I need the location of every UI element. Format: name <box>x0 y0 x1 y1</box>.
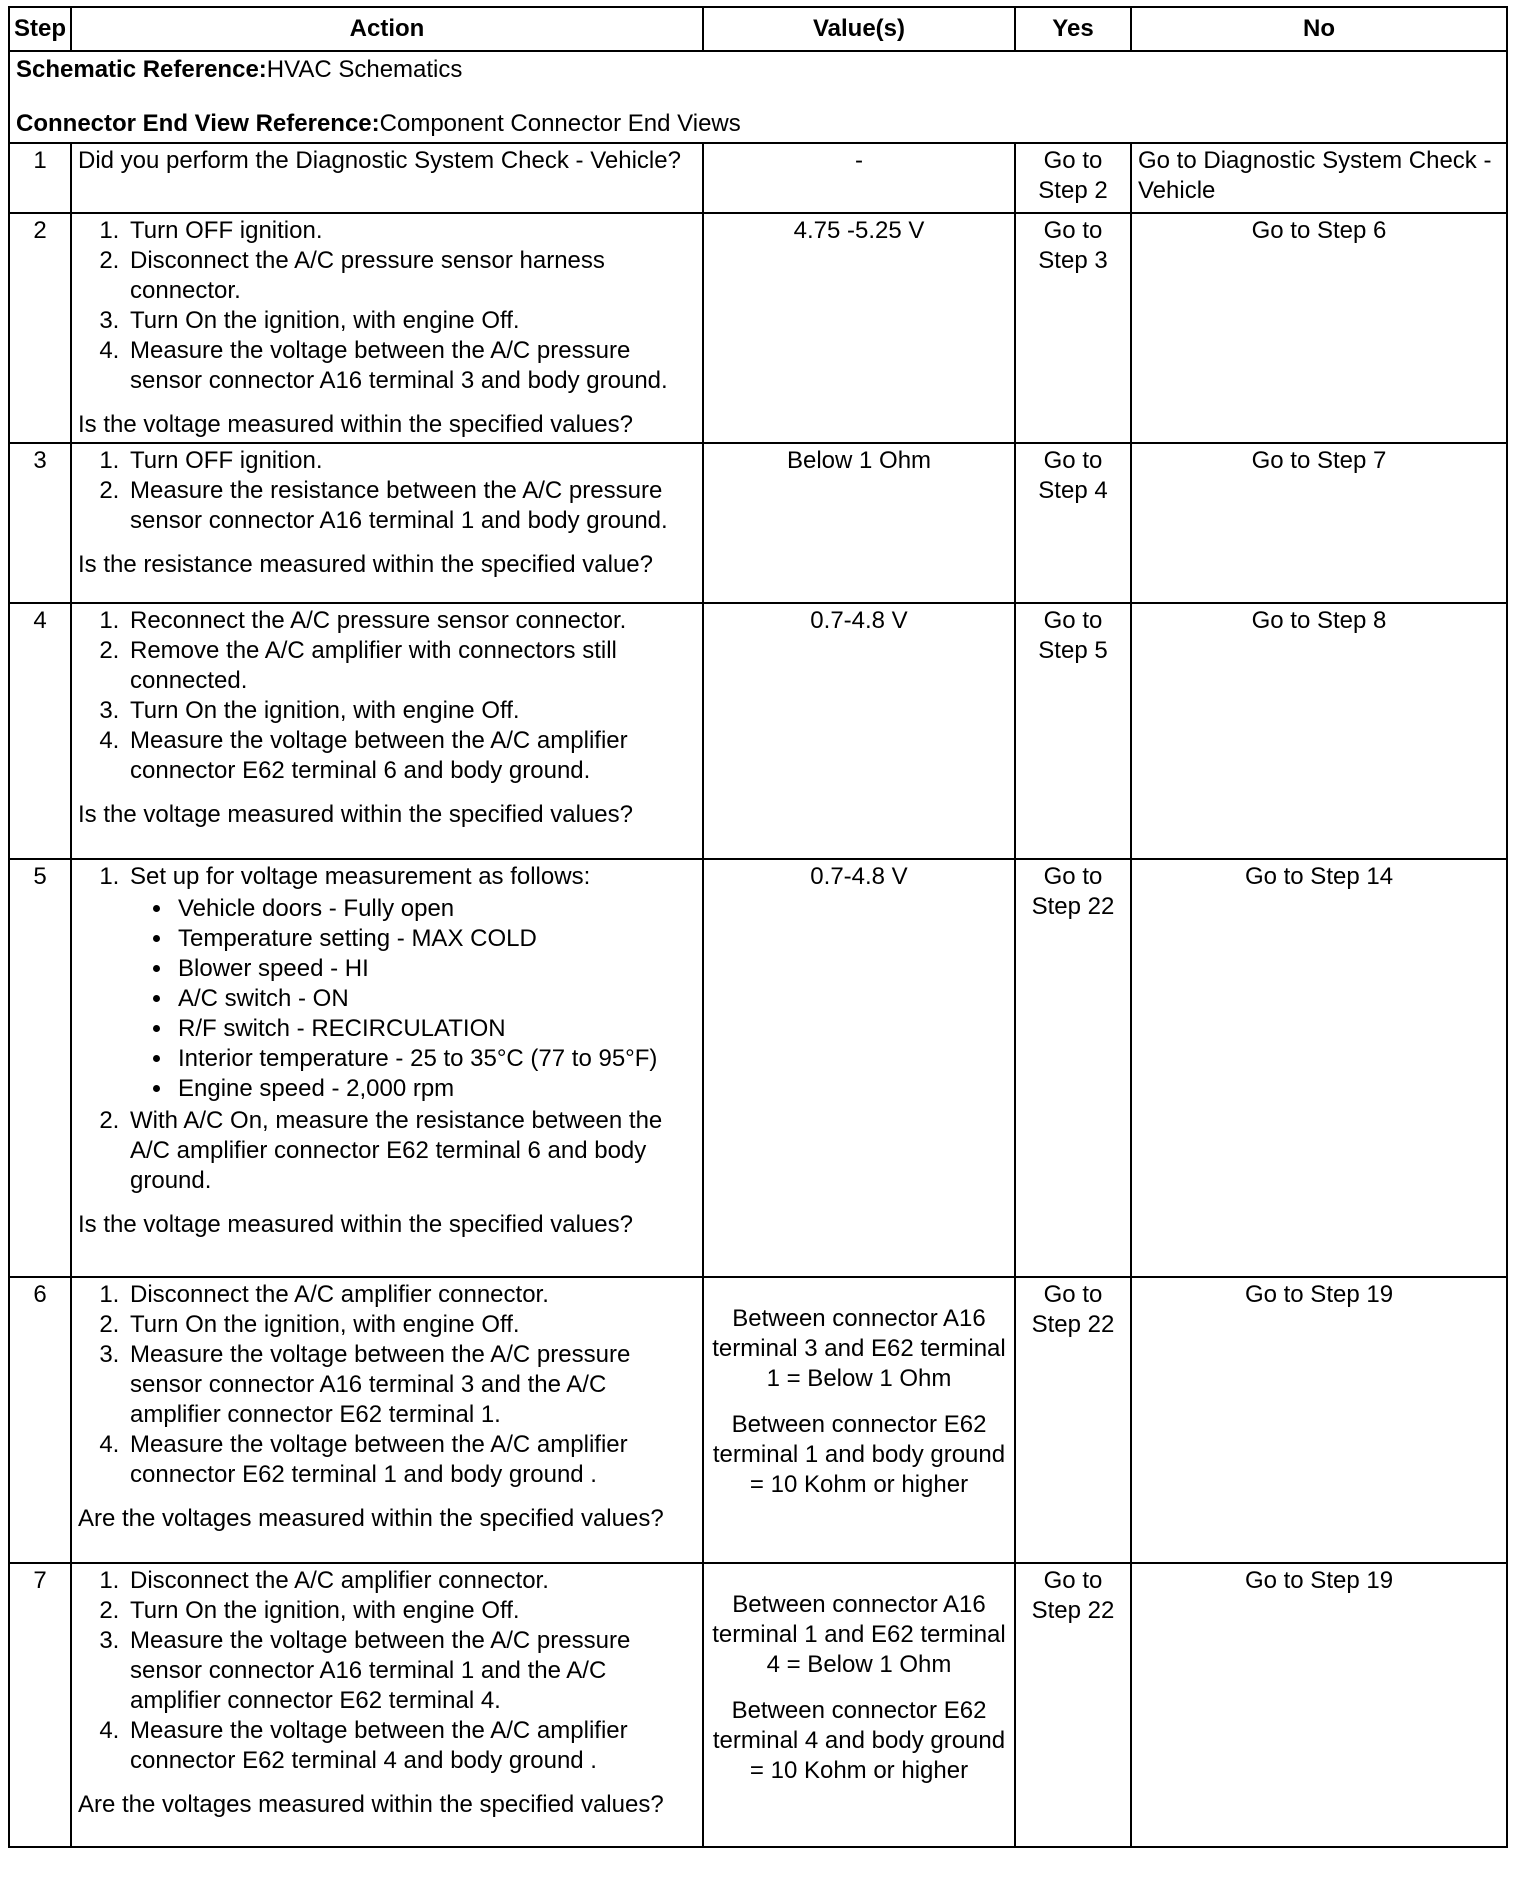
references-cell <box>9 51 1507 143</box>
header-no: No <box>1131 7 1507 51</box>
action-question: Is the voltage measured within the specified values? <box>78 801 633 828</box>
header-step: Step <box>9 7 71 51</box>
value-text: Between connector A16 terminal 1 and E62 terminal 4 = Below 1 Ohm <box>712 1591 1006 1678</box>
bullet-item: • A/C switch - ON <box>174 984 696 1014</box>
diagnostic-table <box>8 6 1508 1848</box>
step-number: 3 <box>9 443 71 603</box>
step-number: 5 <box>9 859 71 1277</box>
header-values: Value(s) <box>703 7 1015 51</box>
list-item: 3. Turn On the ignition, with engine Off. <box>126 696 696 726</box>
action-cell <box>71 603 703 859</box>
action-list <box>78 216 696 396</box>
list-item: 1. Reconnect the A/C pressure sensor connector. <box>126 606 696 636</box>
list-item: 1. Disconnect the A/C amplifier connector. <box>126 1280 696 1310</box>
list-item: 1. Turn OFF ignition. <box>126 446 696 476</box>
header-yes: Yes <box>1015 7 1131 51</box>
value-text: Between connector A16 terminal 3 and E62 terminal 1 = Below 1 Ohm <box>712 1305 1006 1392</box>
list-item: 2. Turn On the ignition, with engine Off. <box>126 1596 696 1626</box>
list-item: 4. Measure the voltage between the A/C amplifier connector E62 terminal 1 and body ground . <box>126 1430 696 1490</box>
action-list <box>78 606 696 786</box>
action-question: Is the voltage measured within the specified values? <box>78 411 633 438</box>
schematic-reference-label: Schematic Reference: <box>16 56 267 83</box>
schematic-reference-link[interactable]: HVAC Schematics <box>266 56 463 83</box>
value-cell: 0.7-4.8 V <box>703 603 1015 859</box>
action-cell <box>71 1563 703 1847</box>
list-item: 3. Turn On the ignition, with engine Off. <box>126 306 696 336</box>
value-cell: 4.75 -5.25 V <box>703 213 1015 443</box>
action-question: Did you perform the Diagnostic System Check - Vehicle? <box>78 147 681 174</box>
yes-link[interactable]: Go to Step 22 <box>1015 1563 1131 1847</box>
bullet-item: • Blower speed - HI <box>174 954 696 984</box>
table-row <box>9 603 1507 859</box>
yes-link[interactable]: Go to Step 4 <box>1015 443 1131 603</box>
list-item: 2. Disconnect the A/C pressure sensor harness connector. <box>126 246 696 306</box>
no-link[interactable]: Go to Step 14 <box>1131 859 1507 1277</box>
setup-bullets <box>130 894 696 1104</box>
yes-link[interactable]: Go to Step 3 <box>1015 213 1131 443</box>
list-item: 2. With A/C On, measure the resistance between the A/C amplifier connector E62 terminal 6 and body ground. <box>126 1106 696 1196</box>
list-item: 3. Measure the voltage between the A/C pressure sensor connector A16 terminal 3 and the A/C amplifier connector E62 terminal 1. <box>126 1340 696 1430</box>
yes-link[interactable]: Go to Step 2 <box>1015 143 1131 213</box>
action-list <box>78 446 696 536</box>
value-cell: 0.7-4.8 V <box>703 859 1015 1277</box>
table-row <box>9 859 1507 1277</box>
bullet-item: • Engine speed - 2,000 rpm <box>174 1074 696 1104</box>
no-link[interactable]: Go to Step 7 <box>1131 443 1507 603</box>
step-number: 6 <box>9 1277 71 1563</box>
value-cell <box>703 1277 1015 1563</box>
value-cell <box>703 1563 1015 1847</box>
list-item: 2. Measure the resistance between the A/C pressure sensor connector A16 terminal 1 and body ground. <box>126 476 696 536</box>
header-action: Action <box>71 7 703 51</box>
action-question: Are the voltages measured within the specified values? <box>78 1791 664 1818</box>
list-item: 1. Disconnect the A/C amplifier connector. <box>126 1566 696 1596</box>
connector-reference <box>16 108 1500 140</box>
list-item: 2. Turn On the ignition, with engine Off. <box>126 1310 696 1340</box>
value-cell: - <box>703 143 1015 213</box>
bullet-item: • Interior temperature - 25 to 35°C (77 to 95°F) <box>174 1044 696 1074</box>
action-cell <box>71 1277 703 1563</box>
table-row <box>9 143 1507 213</box>
yes-link[interactable]: Go to Step 22 <box>1015 859 1131 1277</box>
yes-link[interactable]: Go to Step 5 <box>1015 603 1131 859</box>
list-item: 1. Set up for voltage measurement as follows: • Vehicle doors - Fully open • Temperature setting - MAX COLD • Blower speed - HI • A/C switch - ON • R/F switch - RECIRCULATION • Interior temperature - 25 to 35°C (77 to 95°F) • Engine speed - 2,000 rpm <box>126 862 696 1104</box>
action-question: Are the voltages measured within the specified values? <box>78 1505 664 1532</box>
schematic-reference <box>16 54 1500 86</box>
table-row <box>9 1277 1507 1563</box>
action-list <box>78 1280 696 1490</box>
table-row <box>9 443 1507 603</box>
list-item: 3. Measure the voltage between the A/C pressure sensor connector A16 terminal 1 and the A/C amplifier connector E62 terminal 4. <box>126 1626 696 1716</box>
value-cell: Below 1 Ohm <box>703 443 1015 603</box>
list-item: 4. Measure the voltage between the A/C amplifier connector E62 terminal 6 and body ground. <box>126 726 696 786</box>
action-question: Is the voltage measured within the specified values? <box>78 1211 633 1238</box>
connector-reference-label: Connector End View Reference: <box>16 110 380 137</box>
list-item: 2. Remove the A/C amplifier with connectors still connected. <box>126 636 696 696</box>
step-number: 4 <box>9 603 71 859</box>
value-text: Between connector E62 terminal 1 and body ground = 10 Kohm or higher <box>712 1411 1006 1498</box>
action-cell <box>71 143 703 213</box>
no-link[interactable]: Go to Step 8 <box>1131 603 1507 859</box>
references-row <box>9 51 1507 143</box>
step-number: 1 <box>9 143 71 213</box>
action-cell <box>71 443 703 603</box>
connector-reference-link[interactable]: Component Connector End Views <box>379 110 741 137</box>
action-cell <box>71 859 703 1277</box>
value-text: Between connector E62 terminal 4 and body ground = 10 Kohm or higher <box>712 1697 1006 1784</box>
action-question: Is the resistance measured within the specified value? <box>78 551 653 578</box>
no-link[interactable]: Go to Step 6 <box>1131 213 1507 443</box>
step-number: 7 <box>9 1563 71 1847</box>
bullet-item: • Temperature setting - MAX COLD <box>174 924 696 954</box>
list-item: 4. Measure the voltage between the A/C pressure sensor connector A16 terminal 3 and body ground. <box>126 336 696 396</box>
list-item: 1. Turn OFF ignition. <box>126 216 696 246</box>
yes-link[interactable]: Go to Step 22 <box>1015 1277 1131 1563</box>
step-number: 2 <box>9 213 71 443</box>
no-link[interactable]: Go to Step 19 <box>1131 1563 1507 1847</box>
bullet-item: • R/F switch - RECIRCULATION <box>174 1014 696 1044</box>
action-list <box>78 862 696 1196</box>
no-link[interactable]: Go to Step 19 <box>1131 1277 1507 1563</box>
list-item: 4. Measure the voltage between the A/C amplifier connector E62 terminal 4 and body ground . <box>126 1716 696 1776</box>
header-row <box>9 7 1507 51</box>
table-row <box>9 213 1507 443</box>
no-link[interactable]: Go to Diagnostic System Check - Vehicle <box>1131 143 1507 213</box>
bullet-item: • Vehicle doors - Fully open <box>174 894 696 924</box>
action-cell <box>71 213 703 443</box>
action-list <box>78 1566 696 1776</box>
table-row <box>9 1563 1507 1847</box>
